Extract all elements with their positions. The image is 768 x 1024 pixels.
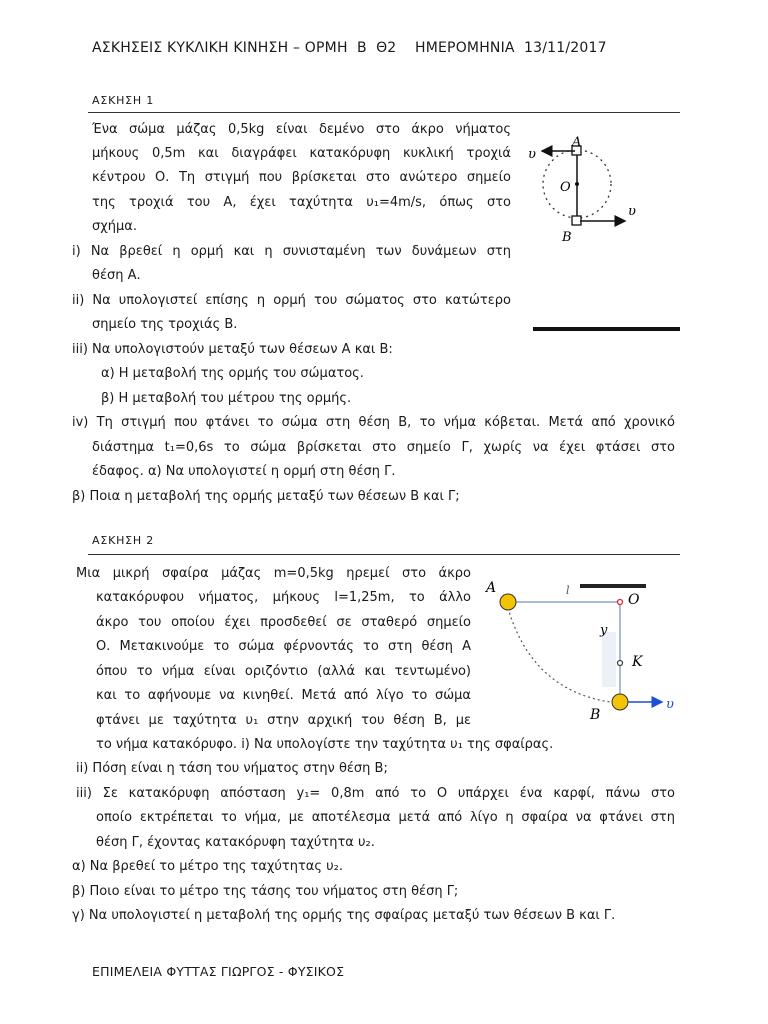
ex1-line: μήκους 0,5m και διαγράφει κατακόρυφη κυκλική τροχιά <box>92 146 511 161</box>
ball-at-b <box>612 694 628 710</box>
ex1-line: της τροχιά του Α, έχει ταχύτητα υ₁=4m/s, όπως στο <box>92 195 511 210</box>
exercise-1-title: ΑΣΚΗΣΗ 1 <box>92 94 155 107</box>
ex1-line: σημείο της τροχιάς Β. <box>92 317 238 332</box>
label-v1: υ <box>666 697 674 712</box>
ex1-line: β) Ποια η μεταβολή της ορμής μεταξύ των θέσεων Β και Γ; <box>72 489 460 504</box>
ex2-line: οποίο εκτρέπεται το νήμα, με αποτέλεσμα μετά από λίγο η σφαίρα να φτάνει στη <box>96 810 675 825</box>
page-footer: ΕΠΙΜΕΛΕΙΑ ΦΥΤΤΑΣ ΓΙΩΡΓΟΣ - ΦΥΣΙΚΟΣ <box>92 964 345 979</box>
pendulum-figure <box>480 572 685 722</box>
center-point <box>575 182 579 186</box>
divider <box>88 112 680 113</box>
shading <box>602 632 616 687</box>
ex2-line: γ) Να υπολογιστεί η μεταβολή της ορμής της σφαίρας μεταξύ των θέσεων Β και Γ. <box>72 908 616 923</box>
ex1-line: κέντρου Ο. Τη στιγμή που βρίσκεται στο ανώτερο σημείο <box>92 170 511 185</box>
label-o: O <box>560 180 571 195</box>
pivot-o <box>618 600 623 605</box>
label-v1: υ <box>528 147 536 162</box>
nail-k <box>618 661 623 666</box>
ex1-line: Ένα σώμα μάζας 0,5kg είναι δεμένο στο άκρο νήματος <box>92 122 511 137</box>
label-v2: υ <box>628 204 636 219</box>
circular-motion-figure <box>520 128 680 252</box>
label-a: A <box>572 135 582 150</box>
ex1-line: θέση Α. <box>92 268 141 283</box>
ex2-line: όπου το νήμα είναι οριζόντιο (αλλά και τεντωμένο) <box>96 664 471 679</box>
label-b: B <box>590 707 601 722</box>
swing-path <box>508 608 610 702</box>
ex1-line: έδαφος. α) Να υπολογιστεί η ορμή στη θέση Γ. <box>92 464 396 479</box>
ex2-line: β) Ποιο είναι το μέτρο της τάσης του νήματος στη θέση Γ; <box>72 884 459 899</box>
ex2-line: άκρο του οποίου έχει προσδεθεί σε σταθερό σημείο <box>96 615 471 630</box>
ball-at-a <box>500 594 516 610</box>
ex2-line: ii) Πόση είναι η τάση του νήματος στην θέση Β; <box>76 761 388 776</box>
body-at-b <box>572 216 581 225</box>
ex1-line: ii) Να υπολογιστεί επίσης η ορμή του σώματος στο κατώτερο <box>72 293 511 308</box>
ex2-line: και το αφήνουμε να κινηθεί. Μετά από λίγο το σώμα <box>96 688 471 703</box>
ex2-line: θέση Γ, έχοντας κατακόρυφη ταχύτητα υ₂. <box>96 835 375 850</box>
ex2-line: το νήμα κατακόρυφο. i) Να υπολογίστε την ταχύτητα υ₁ της σφαίρας. <box>96 737 554 752</box>
divider <box>88 554 680 555</box>
label-a: A <box>486 580 497 596</box>
ex2-line: Μια μικρή σφαίρα μάζας m=0,5kg ηρεμεί στο άκρο <box>76 566 471 581</box>
ex2-line: φτάνει με ταχύτητα υ₁ στην αρχική του θέση Β, με <box>96 713 471 728</box>
ex1-line: α) Η μεταβολή της ορμής του σώματος. <box>101 366 364 381</box>
ex2-line: κατακόρυφου νήματος, μήκους l=1,25m, το άλλο <box>96 590 471 605</box>
ex1-line: iii) Να υπολογιστούν μεταξύ των θέσεων Α και Β: <box>72 342 393 357</box>
label-b: B <box>562 230 572 245</box>
ex1-line: διάστημα t₁=0,6s το σώμα βρίσκεται στο σημείο Γ, χωρίς να έχει φτάσει στο <box>92 440 675 455</box>
ex2-line: α) Να βρεθεί το μέτρο της ταχύτητας υ₂. <box>72 859 344 874</box>
exercise-2-title: ΑΣΚΗΣΗ 2 <box>92 534 155 547</box>
label-l: l <box>566 584 570 597</box>
figure-bar <box>533 327 680 331</box>
label-o: O <box>628 592 640 608</box>
ex1-line: β) Η μεταβολή του μέτρου της ορμής. <box>101 391 352 406</box>
ex1-line: iv) Τη στιγμή που φτάνει το σώμα στη θέση Β, το νήμα κόβεται. Μετά από χρονικό <box>72 415 675 430</box>
ex1-line: σχήμα. <box>92 219 137 234</box>
ex2-line: iii) Σε κατακόρυφη απόσταση y₁= 0,8m από το Ο υπάρχει ένα καρφί, πάνω στο <box>76 786 675 801</box>
label-y1: y <box>600 623 608 638</box>
ex1-line: i) Να βρεθεί η ορμή και η συνισταμένη των δυνάμεων στη <box>72 244 511 259</box>
label-k: K <box>632 654 643 670</box>
ex2-line: Ο. Μετακινούμε το σώμα φέρνοντάς το στη θέση Α <box>96 639 471 654</box>
page-header: ΑΣΚΗΣΕΙΣ ΚΥΚΛΙΚΗ ΚΙΝΗΣΗ – ΟΡΜΗ Β Θ2 ΗΜΕΡΟΜΗΝΙΑ 13/11/2017 <box>92 40 607 56</box>
